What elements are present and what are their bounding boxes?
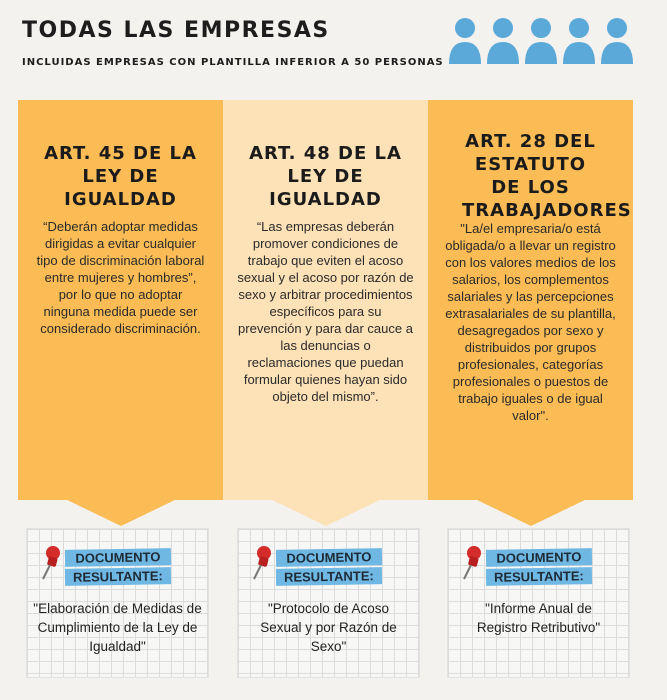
result-text: "Elaboración de Medidas de Cumplimiento de la Ley de Igualdad" [33,601,202,654]
tag-line: DOCUMENTO [486,548,592,567]
result-text: "Informe Anual de Registro Retributivo" [476,601,601,635]
column-art45 [18,100,223,500]
tag-line: DOCUMENTO [65,548,171,567]
result-card [447,528,630,678]
page-title: TODAS LAS EMPRESAS [22,18,330,43]
tag-line: DOCUMENTO [276,548,382,567]
tag-line: RESULTANTE: [276,567,382,586]
tag-line: RESULTANTE: [65,567,171,586]
page-subtitle: INCLUIDAS EMPRESAS CON PLANTILLA INFERIOR A 50 PERSONAS [22,57,444,68]
arrow-down [63,498,179,526]
document-tag [276,549,382,587]
column-heading: ART. 45 DE LA LEY DE IGUALDAD [44,143,197,210]
result-card [26,528,209,678]
column-text: “Las empresas deberán promover condiciones de trabajo que eviten el acoso sexual y el acoso por razón de sexo y arbitrar procedimientos específicos para su prevención y para dar cauce a las denuncias o reclamaciones que puedan formular quienes hayan sido objeto del mismo”. [237,219,414,404]
pushpin-icon [39,545,63,581]
document-tag [486,549,592,587]
column-art28 [428,100,633,500]
column-text: “Deberán adoptar medidas dirigidas a evitar cualquier tipo de discriminación laboral entre mujeres y hombres”, por lo que no adoptar ninguna medida puede ser considerado discriminación. [36,219,205,336]
column-text: "La/el empresaria/o está obligada/o a llevar un registro con los valores medios de los salarios, los complementos salariales y las percepciones extrasalariales de su plantilla, desagregados por sexo y distribuidos por grupos profesionales, categorías profesionales o puestos de trabajo iguales o de igual valor". [445,221,616,423]
tag-line: RESULTANTE: [486,567,592,586]
result-card [237,528,420,678]
result-text: "Protocolo de Acoso Sexual y por Razón de Sexo" [260,601,397,654]
column-heading: ART. 28 DEL ESTATUTO DE LOS TRABAJADORES [462,131,632,221]
pushpin-icon [460,545,484,581]
pushpin-icon [250,545,274,581]
document-tag [65,549,171,587]
people-group-icon [446,14,636,72]
arrow-down [473,498,589,526]
column-heading: ART. 48 DE LA LEY DE IGUALDAD [249,143,402,210]
arrow-down [268,498,384,526]
column-art48 [223,100,428,500]
